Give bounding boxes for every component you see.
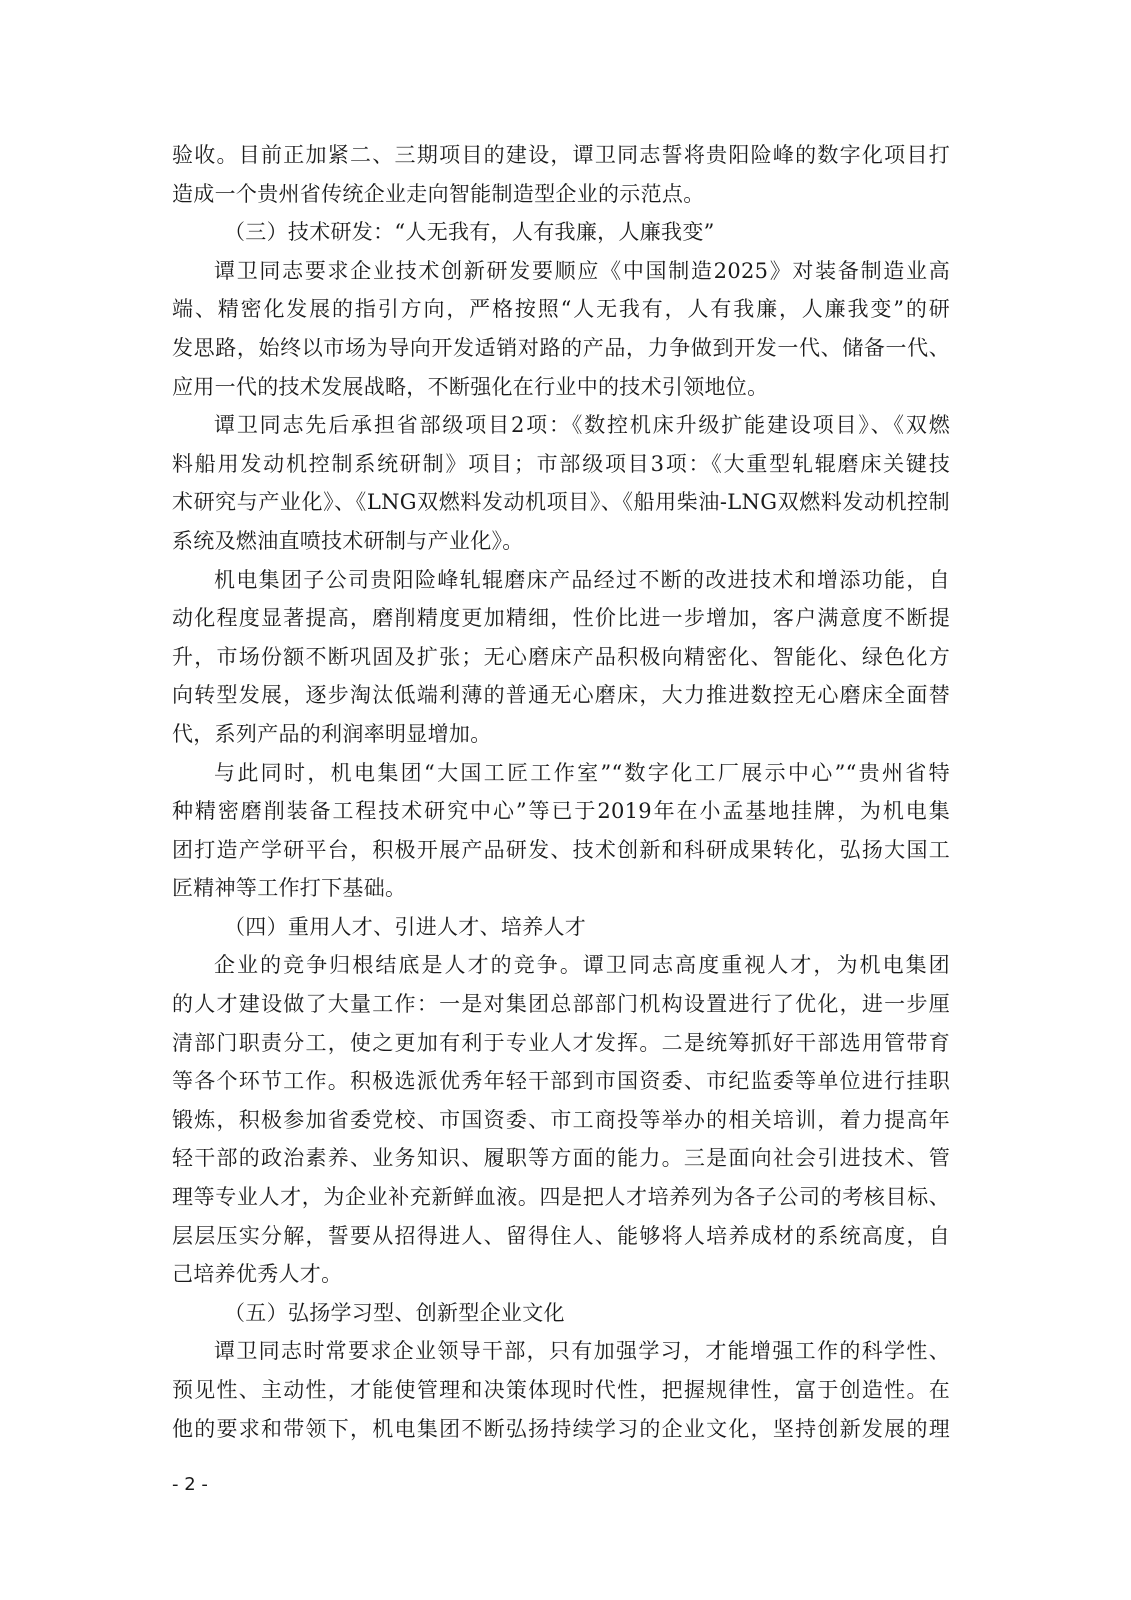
text-line: 应用一代的技术发展战略，不断强化在行业中的技术引领地位。	[172, 374, 769, 399]
text-line: 代，系列产品的利润率明显增加。	[172, 721, 492, 746]
text-line: 己培养优秀人才。	[172, 1262, 343, 1287]
text-line: 企业的竞争归根结底是人才的竞争。谭卫同志高度重视人才，为机电集团	[214, 953, 950, 978]
text-line: 机电集团子公司贵阳险峰轧辊磨床产品经过不断的改进技术和增添功能，自	[214, 567, 950, 592]
text-line: 理等专业人才，为企业补充新鲜血液。四是把人才培养列为各子公司的考核目标、	[172, 1185, 950, 1210]
text-line: 谭卫同志要求企业技术创新研发要顺应《中国制造2025》对装备制造业高	[214, 258, 950, 283]
text-line: 的人才建设做了大量工作：一是对集团总部部门机构设置进行了优化，进一步厘	[172, 992, 950, 1017]
text-line: 谭卫同志先后承担省部级项目2项：《数控机床升级扩能建设项目》、《双燃	[214, 413, 950, 438]
text-line: 匠精神等工作打下基础。	[172, 876, 407, 901]
text-line: 升，市场份额不断巩固及扩张；无心磨床产品积极向精密化、智能化、绿色化方	[172, 644, 950, 669]
text-line: 造成一个贵州省传统企业走向智能制造型企业的示范点。	[172, 181, 705, 206]
page-number: - 2 -	[172, 1474, 208, 1495]
text-line: 端、精密化发展的指引方向，严格按照“人无我有，人有我廉，人廉我变”的研	[172, 297, 950, 322]
text-line: 轻干部的政治素养、业务知识、履职等方面的能力。三是面向社会引进技术、管	[172, 1146, 950, 1171]
text-line: 验收。目前正加紧二、三期项目的建设，谭卫同志誓将贵阳险峰的数字化项目打	[172, 143, 950, 167]
text-line: 预见性、主动性，才能使管理和决策体现时代性，把握规律性，富于创造性。在	[172, 1378, 950, 1402]
text-line: 动化程度显著提高，磨削精度更加精细，性价比进一步增加，客户满意度不断提	[172, 606, 950, 631]
text-line: 谭卫同志时常要求企业领导干部，只有加强学习，才能增强工作的科学性、	[214, 1339, 950, 1364]
text-line: 种精密磨削装备工程技术研究中心”等已于2019年在小孟基地挂牌，为机电集	[172, 799, 950, 824]
text-line: 团打造产学研平台，积极开展产品研发、技术创新和科研成果转化，弘扬大国工	[172, 837, 950, 862]
text-line: 向转型发展，逐步淘汰低端利薄的普通无心磨床，大力推进数控无心磨床全面替	[172, 683, 950, 708]
text-line: 与此同时，机电集团“大国工匠工作室”“数字化工厂展示中心”“贵州省特	[214, 760, 950, 785]
section-heading-4: （四）重用人才、引进人才、培养人才	[224, 914, 587, 939]
text-line: 清部门职责分工，使之更加有利于专业人才发挥。二是统筹抓好干部选用管带育	[172, 1030, 950, 1055]
section-heading-3: （三）技术研发：“人无我有，人有我廉，人廉我变”	[224, 220, 715, 245]
document-body	[172, 136, 950, 1448]
text-line: 等各个环节工作。积极选派优秀年轻干部到市国资委、市纪监委等单位进行挂职	[172, 1069, 950, 1094]
text-line: 发思路，始终以市场为导向开发适销对路的产品，力争做到开发一代、储备一代、	[172, 335, 950, 360]
text-line: 锻炼，积极参加省委党校、市国资委、市工商投等举办的相关培训，着力提高年	[172, 1107, 950, 1132]
section-heading-5: （五）弘扬学习型、创新型企业文化	[224, 1300, 565, 1325]
text-line: 料船用发动机控制系统研制》项目；市部级项目3项：《大重型轧辊磨床关键技	[172, 451, 950, 476]
text-line: 术研究与产业化》、《LNG双燃料发动机项目》、《船用柴油-LNG双燃料发动机控制	[172, 490, 950, 515]
text-line: 层层压实分解，誓要从招得进人、留得住人、能够将人培养成材的系统高度，自	[172, 1223, 950, 1248]
text-line: 他的要求和带领下，机电集团不断弘扬持续学习的企业文化，坚持创新发展的理	[172, 1416, 950, 1441]
text-line: 系统及燃油直喷技术研制与产业化》。	[172, 528, 524, 553]
